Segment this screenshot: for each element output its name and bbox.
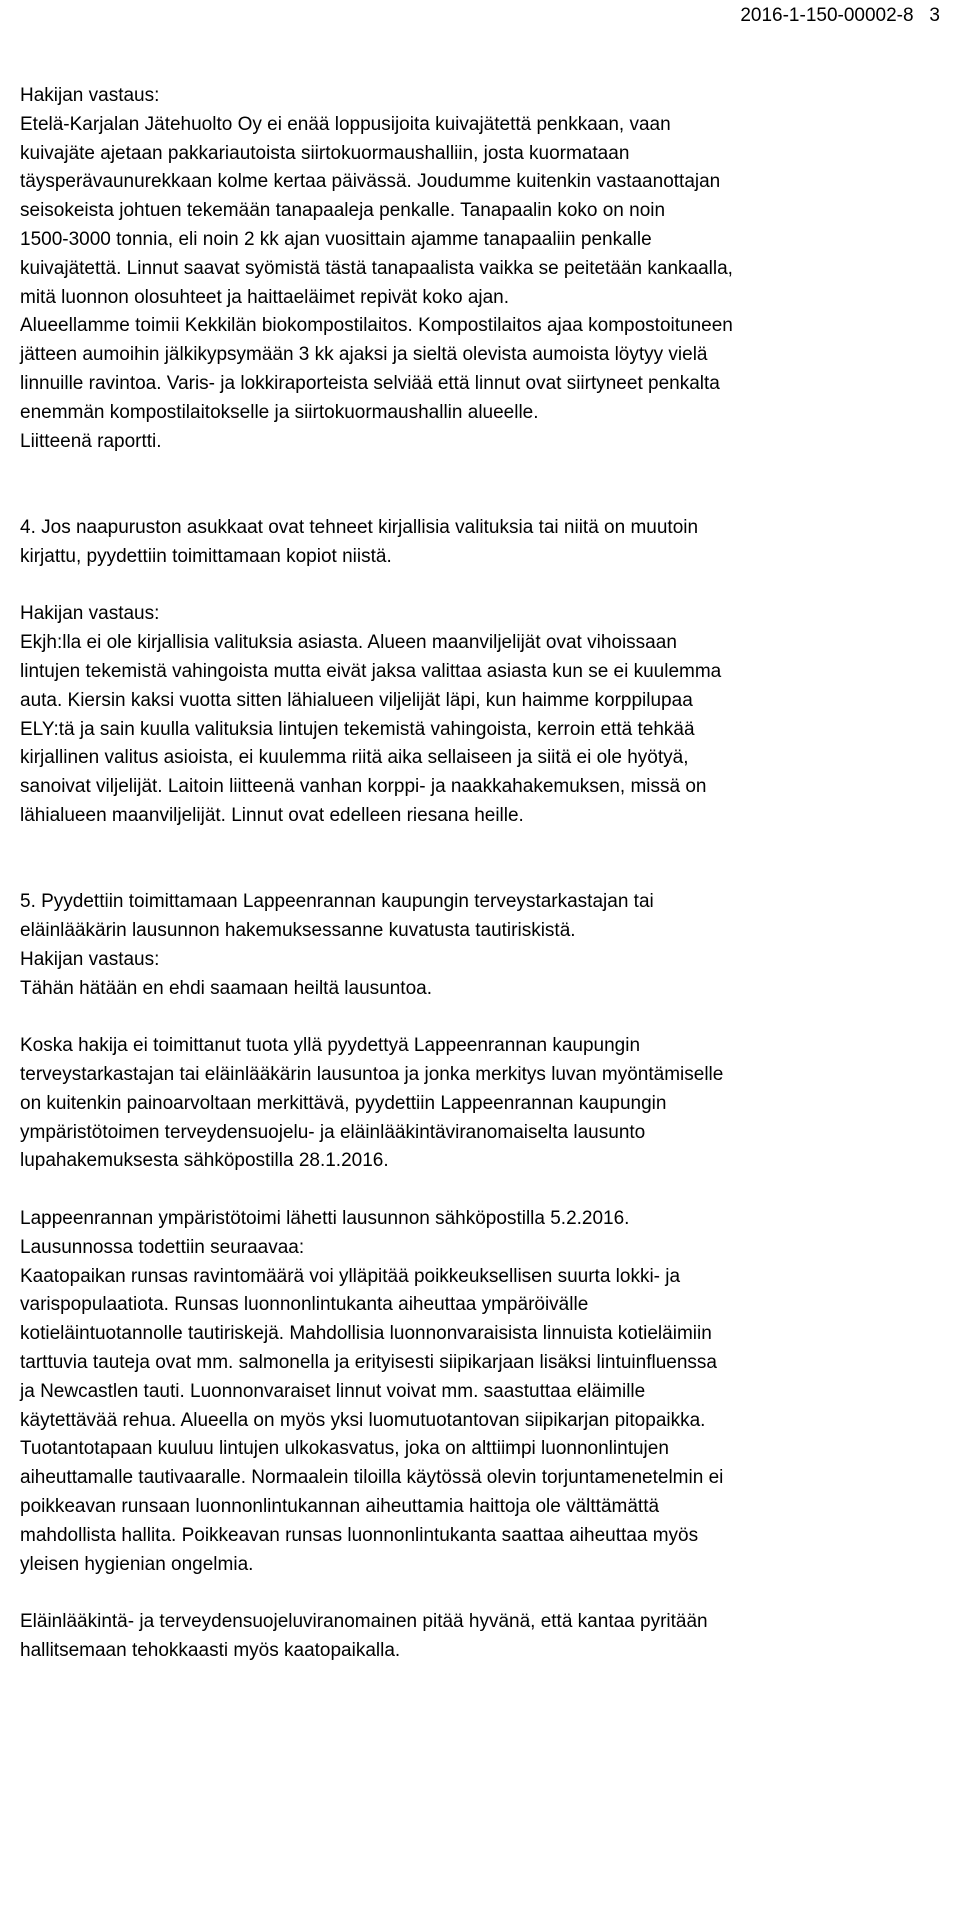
spacer (20, 1579, 950, 1608)
answer-heading: Hakijan vastaus: (20, 603, 160, 625)
paragraph-line: ja Newcastlen tauti. Luonnonvaraiset linnut voivat mm. saastuttaa eläimille (20, 1380, 646, 1402)
paragraph-line: kuivajätettä. Linnut saavat syömistä tästä tanapaalista vaikka se peitetään kankaalla, (20, 257, 733, 279)
question-4-block (20, 514, 950, 572)
paragraph-line: seisokeista johtuen tekemään tanapaaleja penkalle. Tanapaalin koko on noin (20, 200, 666, 222)
paragraph-line: jätteen aumoihin jälkikypsymään 3 kk ajaksi ja sieltä olevista aumoista löytyy vielä (20, 344, 708, 366)
spacer (20, 1176, 950, 1205)
paragraph-line: on kuitenkin painoarvoltaan merkittävä, pyydettiin Lappeenrannan kaupungin (20, 1092, 667, 1114)
attachment-note: Liitteenä raportti. (20, 430, 162, 452)
paragraph-line: kuivajäte ajetaan pakkariautoista siirtokuormaushalliin, josta kuormataan (20, 142, 630, 164)
paragraph-line: kotieläintuotannolle tautiriskejä. Mahdollisia luonnonvaraisista linnuista kotieläimiin (20, 1323, 712, 1345)
paragraph-line: Ekjh:lla ei ole kirjallisia valituksia asiasta. Alueen maanviljelijät ovat vihoissaan (20, 632, 677, 654)
paragraph-line: poikkeavan runsaan luonnonlintukannan aiheuttamia haittoja ole välttämättä (20, 1496, 660, 1518)
paragraph-line: terveystarkastajan tai eläinlääkärin lausuntoa ja jonka merkitys luvan myöntämiselle (20, 1064, 724, 1086)
paragraph-line: Lausunnossa todettiin seuraavaa: (20, 1236, 305, 1258)
paragraph-line: linnuille ravintoa. Varis- ja lokkiraporteista selviää että linnut ovat siirtyneet penkalta (20, 372, 720, 394)
conclusion-block (20, 1608, 950, 1666)
statement-block (20, 1205, 950, 1579)
paragraph-line: Tähän hätään en ehdi saamaan heiltä lausuntoa. (20, 977, 432, 999)
question-5-block (20, 888, 950, 1003)
paragraph-line: aiheuttamalle tautivaaralle. Normaalein tiloilla käytössä olevin torjuntamenetelmin ei (20, 1467, 724, 1489)
paragraph-line: hallitsemaan tehokkaasti myös kaatopaikalla. (20, 1640, 401, 1662)
paragraph-line: kirjallinen valitus asioista, ei kuulemma riitä aika sellaiseen ja siitä ei ole hyötyä, (20, 747, 689, 769)
question-line: 4. Jos naapuruston asukkaat ovat tehneet kirjallisia valituksia tai niitä on muutoin (20, 516, 699, 538)
paragraph-line: mitä luonnon olosuhteet ja haittaeläimet repivät koko ajan. (20, 286, 510, 308)
paragraph-line: sanoivat viljelijät. Laitoin liitteenä vanhan korppi- ja naakkahakemuksen, missä on (20, 776, 707, 798)
page-header (740, 4, 940, 28)
spacer (20, 831, 950, 889)
paragraph-line: täysperävaunurekkaan kolme kertaa päivässä. Joudumme kuitenkin vastaanottajan (20, 171, 721, 193)
paragraph-line: Eläinlääkintä- ja terveydensuojeluviranomainen pitää hyvänä, että kantaa pyritään (20, 1611, 708, 1633)
paragraph-line: lähialueen maanviljelijät. Linnut ovat edelleen riesana heille. (20, 804, 524, 826)
question-line: kirjattu, pyydettiin toimittamaan kopiot niistä. (20, 545, 392, 567)
answer-heading: Hakijan vastaus: (20, 85, 160, 106)
document-body (20, 82, 950, 1666)
paragraph-line: auta. Kiersin kaksi vuotta sitten lähialueen viljelijät läpi, kun haimme korppilupaa (20, 689, 693, 711)
paragraph-line: Koska hakija ei toimittanut tuota yllä pyydettyä Lappeenrannan kaupungin (20, 1035, 641, 1057)
paragraph-line: Alueellamme toimii Kekkilän biokompostilaitos. Kompostilaitos ajaa kompostoituneen (20, 315, 733, 337)
paragraph-line: mahdollista hallita. Poikkeavan runsas luonnonlintukanta saattaa aiheuttaa myös (20, 1524, 699, 1546)
answer-1-block (20, 82, 950, 456)
paragraph-line: käytettävää rehua. Alueella on myös yksi luomutuotantovan siipikarjan pitopaikka. (20, 1409, 706, 1431)
paragraph-line: lintujen tekemistä vahingoista mutta eivät jaksa valittaa asiasta kun se ei kuulemma (20, 660, 722, 682)
document-id: 2016-1-150-00002-8 (740, 5, 914, 26)
paragraph-line: 1500-3000 tonnia, eli noin 2 kk ajan vuosittain ajamme tanapaaliin penkalle (20, 228, 652, 250)
paragraph-line: Kaatopaikan runsas ravintomäärä voi ylläpitää poikkeuksellisen suurta lokki- ja (20, 1265, 681, 1287)
paragraph-line: Etelä-Karjalan Jätehuolto Oy ei enää loppusijoita kuivajätettä penkkaan, vaan (20, 113, 671, 135)
question-line: 5. Pyydettiin toimittamaan Lappeenrannan kaupungin terveystarkastajan tai (20, 891, 654, 913)
answer-heading: Hakijan vastaus: (20, 948, 160, 970)
paragraph-line: varispopulaatiota. Runsas luonnonlintukanta aiheuttaa ympäröivälle (20, 1294, 589, 1316)
answer-4-block (20, 600, 950, 830)
page-number: 3 (929, 5, 940, 26)
question-line: eläinlääkärin lausunnon hakemuksessanne kuvatusta tautiriskistä. (20, 920, 576, 942)
paragraph-line: tarttuvia tauteja ovat mm. salmonella ja erityisesti siipikarjaan lisäksi lintuinfluenssa (20, 1352, 717, 1374)
paragraph-line: Tuotantotapaan kuuluu lintujen ulkokasvatus, joka on alttiimpi luonnonlintujen (20, 1438, 669, 1460)
paragraph-line: ympäristötoimen terveydensuojelu- ja eläinlääkintäviranomaiselta lausunto (20, 1121, 646, 1143)
paragraph-line: lupahakemuksesta sähköpostilla 28.1.2016. (20, 1150, 389, 1172)
spacer (20, 1004, 950, 1033)
paragraph-line: ELY:tä ja sain kuulla valituksia lintujen tekemistä vahingoista, kerroin että tehkää (20, 718, 695, 740)
paragraph-line: enemmän kompostilaitokselle ja siirtokuormaushallin alueelle. (20, 401, 539, 423)
spacer (20, 572, 950, 601)
request-note-block (20, 1032, 950, 1176)
paragraph-line: yleisen hygienian ongelmia. (20, 1553, 254, 1575)
spacer (20, 456, 950, 514)
paragraph-line: Lappeenrannan ympäristötoimi lähetti lausunnon sähköpostilla 5.2.2016. (20, 1208, 630, 1230)
